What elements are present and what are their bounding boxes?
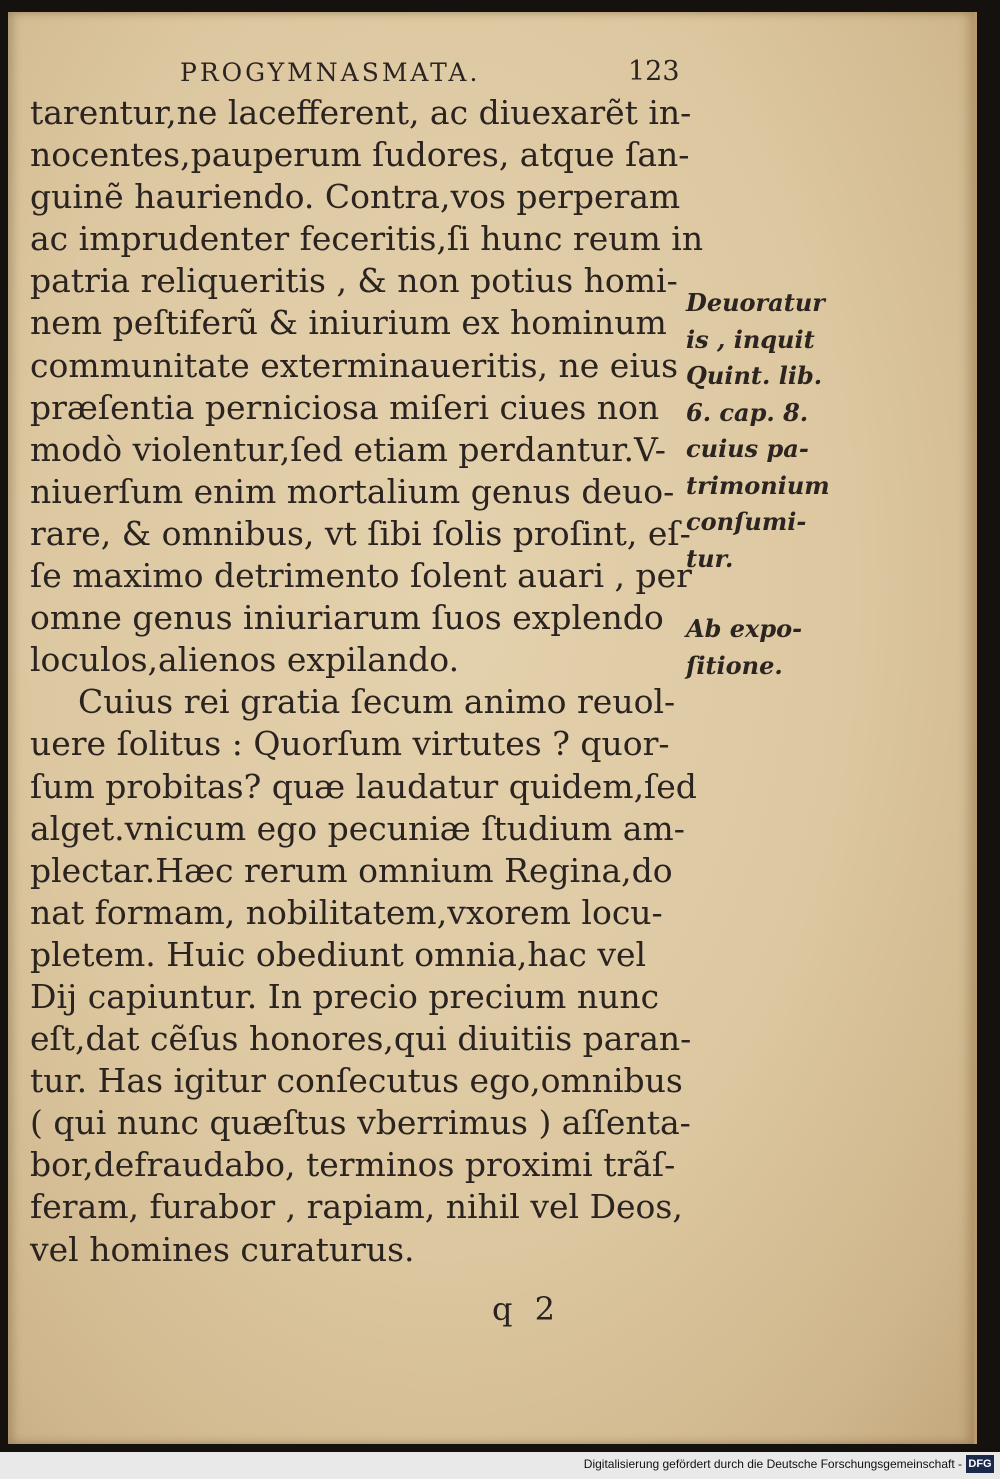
margin-note-line: ſitione. xyxy=(686,650,783,680)
text-line: loculos,alienos expilando. xyxy=(30,640,460,680)
margin-note xyxy=(686,611,856,684)
text-line: guinẽ hauriendo. Contra,vos perperam xyxy=(30,177,681,217)
margin-note-line: trimonium xyxy=(686,470,830,500)
text-line: bor,defraudabo, terminos proximi trãſ- xyxy=(30,1145,676,1185)
dfg-logo: DFG xyxy=(966,1455,994,1473)
text-line: niuerſum enim mortalium genus deuo- xyxy=(30,471,675,511)
main-text-block xyxy=(30,92,702,1271)
text-line: ( qui nunc quæſtus vberrimus ) aſſenta- xyxy=(30,1103,691,1143)
text-line: Dij capiuntur. In precio precium nunc xyxy=(30,976,660,1016)
text-line: ac imprudenter feceritis,ſi hunc reum in xyxy=(30,219,704,259)
running-title: PROGYMNASMATA. xyxy=(180,58,481,87)
margin-note-line: cuius pa- xyxy=(686,434,809,463)
text-line: nat formam, nobilitatem,vxorem locu- xyxy=(30,892,663,932)
margin-note-line: tur. xyxy=(686,543,734,573)
text-line: modò violentur,ſed etiam perdantur.V- xyxy=(30,429,666,469)
text-line: eſt,dat cẽſus honores,qui diuitiis paran- xyxy=(30,1019,692,1059)
margin-note-line: conſumi- xyxy=(686,507,807,536)
text-line: rare, & omnibus, vt ſibi ſolis proſint, eſ- xyxy=(30,513,691,553)
footer-credit: Digitalisierung gefördert durch die Deutsche Forschungsgemeinschaft - xyxy=(583,1457,962,1471)
text-line: pletem. Huic obediunt omnia,hac vel xyxy=(30,934,647,974)
text-line: vel homines curaturus. xyxy=(30,1229,415,1269)
text-line: alget.vnicum ego pecuniæ ſtudium am- xyxy=(30,808,685,848)
text-line: plectar.Hæc rerum omnium Regina,do xyxy=(30,850,673,890)
text-line: tur. Has igitur conſecutus ego,omnibus xyxy=(30,1061,683,1101)
margin-note-line: Quint. lib. xyxy=(686,361,823,390)
margin-note-line: Deuoratur xyxy=(686,288,825,317)
text-line: Cuius rei gratia ſecum animo reuol- xyxy=(78,682,676,722)
margin-note-line: Ab expo- xyxy=(686,614,803,643)
text-line: tarentur,ne lacefferent, ac diuexarẽt in- xyxy=(30,93,692,132)
text-line: patria reliqueritis , & non potius homi- xyxy=(30,261,678,301)
text-line: uere ſolitus : Quorſum virtutes ? quor- xyxy=(30,724,670,764)
text-line: omne genus iniuriarum ſuos explendo xyxy=(30,598,664,638)
margin-notes xyxy=(686,285,856,718)
text-line: nem peſtiferũ & iniurium ex hominum xyxy=(30,303,667,343)
margin-note-line: is , inquit xyxy=(686,324,815,354)
page-number: 123 xyxy=(628,56,680,87)
book-page xyxy=(8,12,977,1444)
text-line: feram, furabor , rapiam, nihil vel Deos, xyxy=(30,1187,683,1227)
signature-mark: q 2 xyxy=(492,1290,562,1328)
margin-note-line: 6. cap. 8. xyxy=(686,397,809,427)
text-line: communitate exterminaueritis, ne eius xyxy=(30,345,679,385)
text-line: præſentia perniciosa miſeri ciues non xyxy=(30,387,660,427)
text-line: ſe maximo detrimento ſolent auari , per xyxy=(30,556,692,596)
text-line: ſum probitas? quæ laudatur quidem,ſed xyxy=(30,766,697,806)
margin-note xyxy=(686,285,856,577)
text-line: nocentes,pauperum ſudores, atque ſan- xyxy=(30,135,690,175)
